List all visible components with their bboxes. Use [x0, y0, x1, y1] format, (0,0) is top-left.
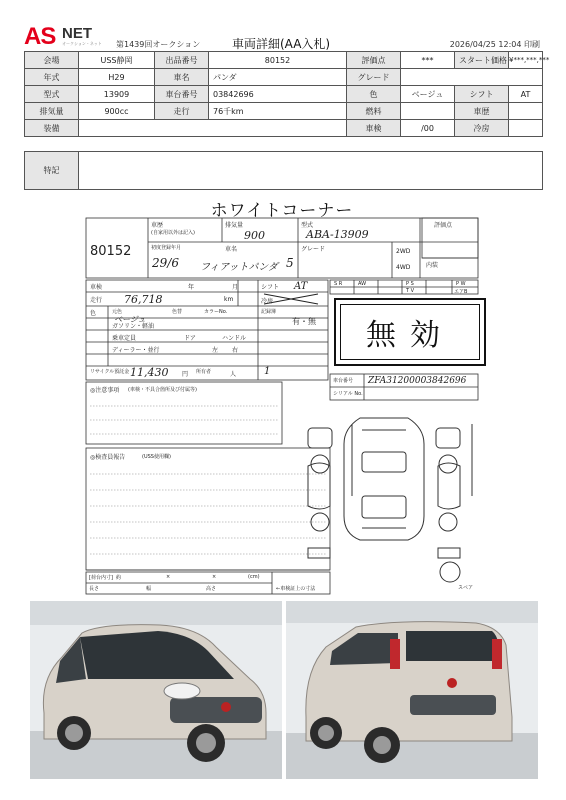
sheet-inspection-label: 車検	[90, 284, 103, 291]
sheet-owner-label: 所有者	[196, 369, 212, 375]
sheet-nin-unit: 人	[230, 371, 237, 378]
model-label: 型式	[25, 86, 79, 103]
table-row	[25, 69, 543, 86]
sheet-dimension-note: ←車検証上の寸法	[276, 586, 316, 592]
sheet-recycle-hw: 11,430	[130, 366, 169, 379]
lot-label: 出品番号	[155, 52, 209, 69]
vehicle-photo-front	[30, 601, 282, 779]
sheet-model-label: 型式	[301, 222, 314, 229]
sheet-color-change: 色替	[172, 309, 183, 315]
year-label: 年式	[25, 69, 79, 86]
sheet-model-hw: ABA-13909	[306, 228, 369, 241]
sheet-record-book-value: 有・無	[292, 317, 316, 326]
chassis-value: 03842696	[209, 86, 347, 103]
venue-label: 会場	[25, 52, 79, 69]
lot-value: 80152	[209, 52, 347, 69]
grade-value	[401, 69, 543, 86]
sheet-km-unit: km	[224, 296, 234, 303]
sheet-length-label: 長さ	[89, 586, 100, 592]
logo-as: AS	[24, 23, 56, 50]
special-notes-value	[79, 152, 543, 190]
table-row	[25, 103, 543, 120]
year-value: H29	[79, 69, 155, 86]
sheet-pw-label: P W	[456, 281, 466, 287]
start-price-label: スタート価格	[455, 52, 509, 69]
invalid-stamp-text: 無効	[340, 304, 480, 360]
displacement-value: 900cc	[79, 103, 155, 120]
ac-value	[509, 120, 543, 137]
sheet-cargo-times-1: ×	[166, 574, 171, 580]
venue-value: USS静岡	[79, 52, 155, 69]
page-header	[0, 0, 566, 52]
sheet-interior-label: 内装	[426, 262, 439, 269]
sheet-shift-hw: AT	[294, 281, 308, 292]
special-notes-table	[24, 151, 543, 190]
sheet-lot-number: 80152	[90, 244, 132, 259]
sheet-yen-unit: 円	[182, 371, 189, 378]
equipment-value	[79, 120, 347, 137]
sheet-cargo-about: 約	[116, 575, 122, 581]
sheet-year-hw: 29/6	[152, 256, 179, 270]
sheet-mileage-hw: 76,718	[124, 293, 163, 306]
sheet-spare-label: スペア	[458, 585, 474, 591]
shift-label: シフト	[455, 86, 509, 103]
sheet-color-no-label: カラーNo.	[204, 309, 228, 315]
vehicle-info-table	[24, 51, 550, 137]
table-row	[25, 152, 543, 190]
table-row	[25, 86, 543, 103]
color-value: ベージュ	[401, 86, 455, 103]
sheet-aw-label: AW	[358, 281, 367, 287]
sheet-height-label: 高さ	[206, 586, 217, 592]
displacement-label: 排気量	[25, 103, 79, 120]
ac-label: 冷房	[455, 120, 509, 137]
sheet-color-hw: ベージュ	[114, 315, 146, 324]
sheet-ps-label: P S	[406, 281, 414, 287]
sheet-displacement-hw: 900	[244, 229, 265, 242]
special-notes-label: 特記	[25, 152, 79, 190]
sheet-name-hw: フィアットパンダ	[200, 262, 278, 273]
sheet-first-reg-label: 初度登録年月	[151, 245, 182, 251]
sheet-serial-label: シリアル No.	[333, 391, 363, 397]
sheet-year-unit: 年	[188, 284, 195, 291]
sheet-notes-label: ◎注意事項	[90, 387, 120, 394]
fuel-label: 燃料	[347, 103, 401, 120]
sheet-owner-hw: 1	[264, 366, 271, 377]
shift-value: AT	[509, 86, 543, 103]
mileage-value: 76千km	[209, 103, 347, 120]
sheet-dealer-label: ディーラー・並行	[112, 347, 160, 354]
sheet-chassis-label: 車台番号	[333, 378, 354, 384]
sheet-handle-label: ハンドル	[222, 335, 247, 342]
printed-timestamp: 2026/04/25 12:04 印刷	[449, 40, 540, 49]
fuel-value	[401, 103, 455, 120]
sheet-left-label: 左	[212, 347, 219, 354]
equipment-label: 装備	[25, 120, 79, 137]
color-label: 色	[347, 86, 401, 103]
sheet-grade-label: グレード	[301, 246, 326, 253]
inspection-sheet	[72, 196, 492, 598]
sheet-displacement-label: 排気量	[225, 222, 244, 229]
name-value: パンダ	[209, 69, 347, 86]
sheet-4wd-label: 4WD	[396, 264, 411, 271]
score-value: ***	[401, 52, 455, 69]
sheet-inspector-label: ◎検査員報告	[90, 454, 126, 461]
table-row	[25, 120, 543, 137]
page-title: 車両詳細(AA入札)	[232, 37, 331, 51]
sheet-history-label: 車歴	[151, 222, 164, 229]
model-value: 13909	[79, 86, 155, 103]
mileage-label: 走行	[155, 103, 209, 120]
start-price-value: ¥***,***,***	[509, 52, 543, 69]
sheet-chassis-hw: ZFA31200003842696	[368, 376, 467, 386]
sheet-right-label: 右	[232, 347, 239, 354]
sheet-color-original: 元色	[112, 309, 123, 315]
sheet-airbag-label: エアB	[454, 289, 468, 295]
table-row	[25, 52, 543, 69]
sheet-door-label: ドア	[184, 335, 196, 342]
chassis-label: 車台番号	[155, 86, 209, 103]
history-label: 車歴	[455, 103, 509, 120]
sheet-month-unit: 月	[232, 284, 239, 291]
sheet-record-book-label: 記録簿	[261, 309, 277, 315]
sheet-inspector-sub: (USS使用欄)	[142, 454, 171, 460]
sheet-ac-label: 冷房	[261, 298, 274, 305]
score-label: 評価点	[347, 52, 401, 69]
sheet-notes-sub: (車検・不具合箇所及び付属等)	[128, 387, 197, 393]
sheet-tv-label: T V	[406, 288, 415, 294]
history-value	[509, 103, 543, 120]
inspection-label: 車検	[347, 120, 401, 137]
auction-round: 第1439回オークション	[116, 40, 201, 49]
sheet-title: ホワイトコーナー	[210, 201, 354, 221]
sheet-2wd-label: 2WD	[396, 248, 411, 255]
name-label: 車名	[155, 69, 209, 86]
sheet-mileage-label: 走行	[90, 297, 103, 304]
sheet-score-label: 評価点	[434, 222, 453, 229]
sheet-cargo-times-2: ×	[212, 574, 217, 580]
sheet-name-label: 車名	[225, 246, 238, 253]
vehicle-photo-rear	[286, 601, 538, 779]
logo-subtitle: オークション・ネット	[62, 41, 102, 46]
invalid-stamp	[334, 298, 486, 366]
sheet-fuel-label: ガソリン・軽油	[112, 323, 155, 330]
inspection-value: /00	[401, 120, 455, 137]
grade-label: グレード	[347, 69, 401, 86]
sheet-history-note: (自家用以外は記入)	[151, 230, 195, 236]
sheet-seats-label: 乗車定員	[112, 335, 137, 342]
sheet-recycle-label: リサイクル預託金	[90, 369, 130, 375]
logo-net: NET	[62, 25, 92, 42]
sheet-doors-hw: 5	[286, 256, 294, 270]
sheet-color-label: 色	[90, 310, 97, 317]
sheet-shift-label: シフト	[261, 284, 280, 291]
sheet-width-label: 幅	[146, 586, 152, 592]
sheet-cargo-cm: (cm)	[248, 574, 260, 580]
sheet-cargo-label: [荷台内寸]	[89, 575, 113, 581]
sheet-grid	[72, 196, 492, 598]
sheet-sr-label: S R	[334, 281, 343, 287]
